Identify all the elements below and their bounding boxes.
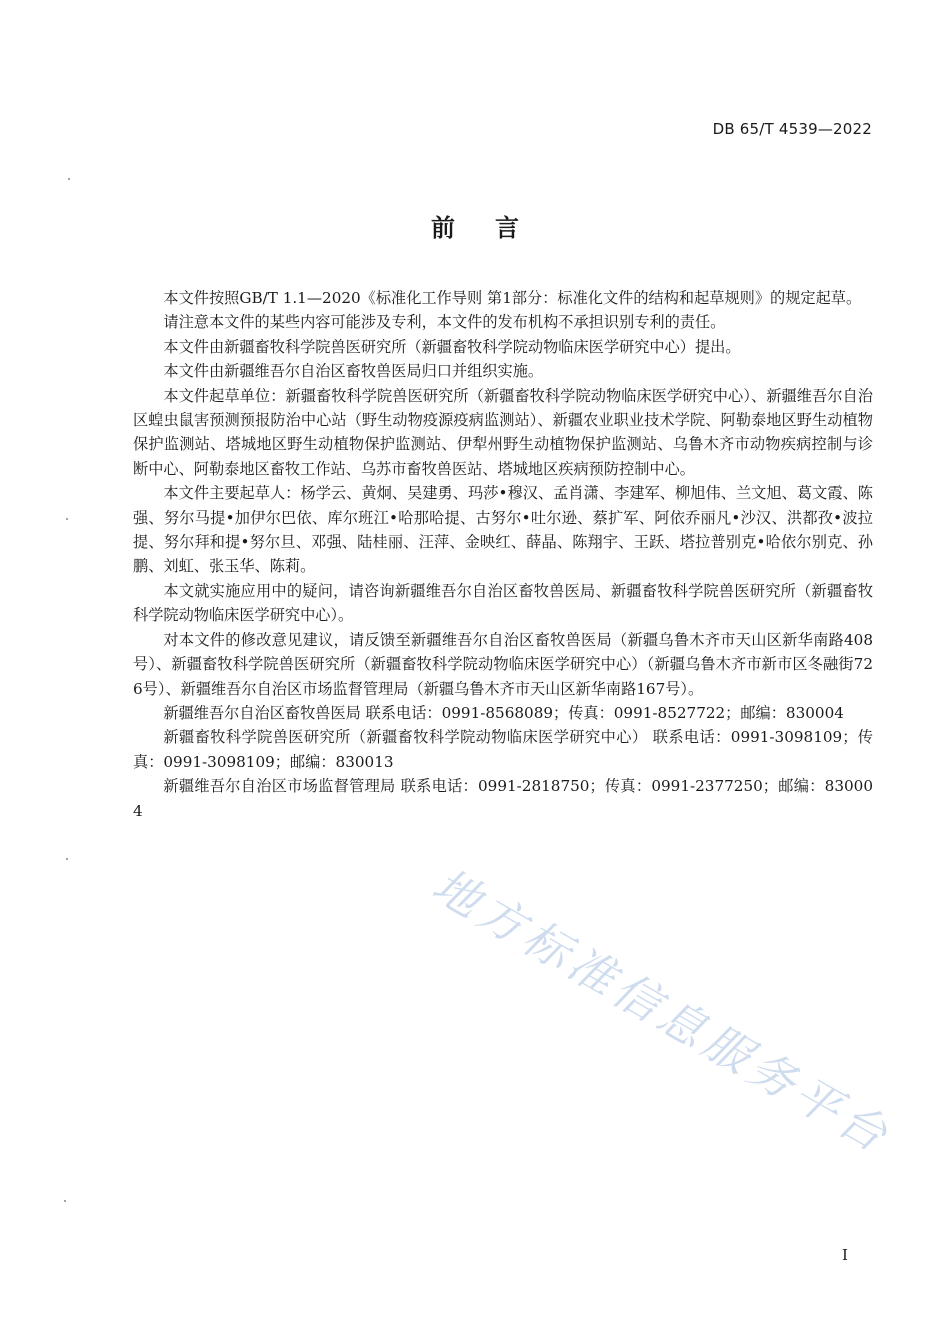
page-number: I	[842, 1246, 848, 1264]
paragraph: 新疆维吾尔自治区市场监督管理局 联系电话：0991-2818750；传真：0991-2377250；邮编：830004	[133, 777, 873, 820]
foreword-body	[133, 286, 873, 823]
paragraph: 本文件主要起草人：杨学云、黄炯、吴建勇、玛莎•穆汉、孟肖潇、李建军、柳旭伟、兰文旭、葛文霞、陈强、努尔马提•加伊尔巴依、库尔班江•哈那哈提、古努尔•吐尔逊、蔡扩军、阿依乔丽凡•沙汉、洪都孜•波拉提、努尔拜和提•努尔旦、邓强、陆桂丽、汪萍、金映红、薛晶、陈翔宇、王跃、塔拉普别克•哈依尔别克、孙鹏、刘虹、张玉华、陈莉。	[133, 484, 873, 576]
paragraph: 请注意本文件的某些内容可能涉及专利，本文件的发布机构不承担识别专利的责任。	[163, 313, 726, 332]
watermark: 地方标准信息服务平台	[423, 857, 901, 1165]
scan-dot	[64, 1200, 66, 1202]
paragraph: 新疆畜牧科学院兽医研究所（新疆畜牧科学院动物临床医学研究中心） 联系电话：0991-3098109；传真：0991-3098109；邮编：830013	[133, 728, 873, 771]
scan-dot	[68, 178, 70, 180]
page-title: 前言	[431, 214, 559, 242]
document-code: DB 65/T 4539—2022	[712, 120, 872, 138]
paragraph: 本文件由新疆维吾尔自治区畜牧兽医局归口并组织实施。	[163, 362, 544, 381]
paragraph: 新疆维吾尔自治区畜牧兽医局 联系电话：0991-8568089；传真：0991-8527722；邮编：830004	[163, 703, 844, 722]
scan-dot	[66, 858, 68, 860]
scan-dot	[66, 518, 68, 520]
paragraph: 对本文件的修改意见建议，请反馈至新疆维吾尔自治区畜牧兽医局（新疆乌鲁木齐市天山区新华南路408号）、新疆畜牧科学院兽医研究所（新疆畜牧科学院动物临床医学研究中心）（新疆乌鲁木齐市新市区冬融街726号）、新疆维吾尔自治区市场监督管理局（新疆乌鲁木齐市天山区新华南路167号）。	[133, 630, 873, 698]
paragraph: 本文件由新疆畜牧科学院兽医研究所（新疆畜牧科学院动物临床医学研究中心）提出。	[163, 337, 741, 356]
paragraph: 本文就实施应用中的疑问，请咨询新疆维吾尔自治区畜牧兽医局、新疆畜牧科学院兽医研究所（新疆畜牧科学院动物临床医学研究中心）。	[133, 581, 873, 625]
paragraph: 本文件按照GB/T 1.1—2020《标准化工作导则 第1部分：标准化文件的结构和起草规则》的规定起草。	[163, 289, 862, 307]
paragraph: 本文件起草单位：新疆畜牧科学院兽医研究所（新疆畜牧科学院动物临床医学研究中心）、新疆维吾尔自治区蝗虫鼠害预测预报防治中心站（野生动物疫源疫病监测站）、新疆农业职业技术学院、阿勒泰地区野生动植物保护监测站、塔城地区野生动植物保护监测站、伊犁州野生动植物保护监测站、乌鲁木齐市动物疾病控制与诊断中心、阿勒泰地区畜牧工作站、乌苏市畜牧兽医站、塔城地区疾病预防控制中心。	[133, 386, 873, 478]
